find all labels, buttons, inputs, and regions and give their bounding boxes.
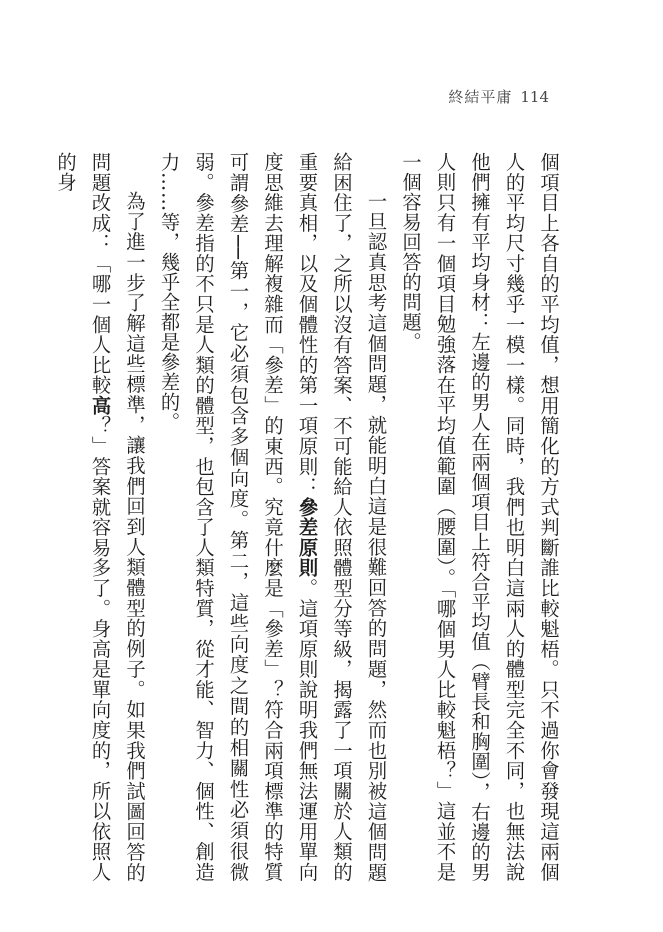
emphasis-word: 高 bbox=[88, 395, 112, 416]
paragraph-text: 個項目上各自的平均值，想用簡化的方式判斷誰比較魁梧。只不過你會發現這兩個人的平均尺寸幾乎一模一樣。同時，我們也明白這兩人的體型完全不同，也無法說他們擁有平均身材：左邊的男人在兩個項目上符合平均值（臂長和胸圍），右邊的男人則只有一個項目勉強落在平均值範圍（腰圍）。「哪個男人比較魁梧？」這並不是一個容易回答的問題。 bbox=[399, 152, 560, 882]
running-header bbox=[448, 86, 549, 107]
page-number: 114 bbox=[520, 88, 549, 106]
paragraph bbox=[151, 152, 393, 882]
body-text bbox=[54, 152, 565, 882]
running-title: 終結平庸 bbox=[448, 88, 513, 106]
paragraph bbox=[48, 152, 152, 882]
principle-term: 參差原則 bbox=[295, 496, 319, 578]
paragraph-text: ？」答案就容易多了。身高是單向度的，所以依照人的身 bbox=[54, 152, 112, 882]
paragraph-text: 為了進一步了解這些標準，讓我們回到人類體型的例子。如果我們試圖回答的問題改成：「哪一個人比較 bbox=[88, 152, 146, 882]
paragraph-text: 。這項原則說明我們無法運用單向度思維去理解複雜而「參差」的東西。究竟什麼是「參差」？符合兩項標準的特質可謂參差──第一，它必須包含多個向度。第二，這些向度之間的相關性必須很微弱。參差指的不只是人類的體型，也包含了人類特質，從才能、智力、個性、創造力……等，幾乎全都是參差的。 bbox=[157, 152, 319, 882]
paragraph bbox=[393, 152, 566, 882]
paragraph-text: 一旦認真思考這個問題，就能明白這是很難回答的問題，然而也別被這個問題給困住了，之所以沒有答案、不可能給人依照體型分等級，揭露了一項關於人類的重要真相，以及個體性的第一項原則： bbox=[295, 152, 388, 882]
